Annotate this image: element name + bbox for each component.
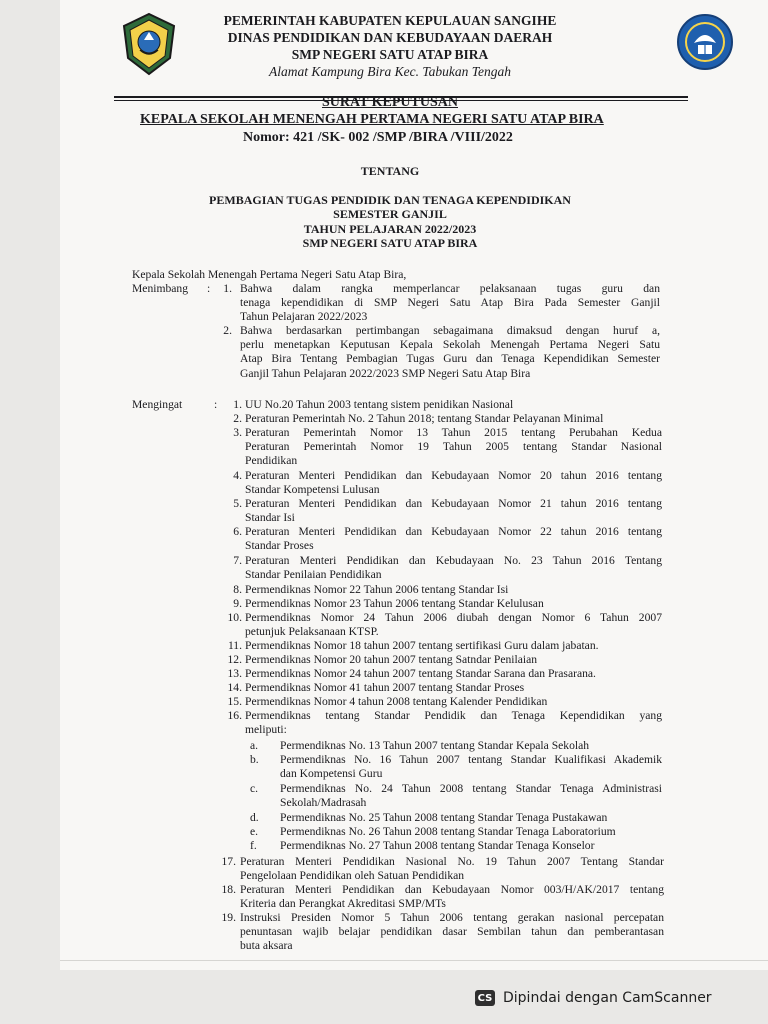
menimbang-text: Bahwa berdasarkan pertimbangan sebagaimana dimaksud dengan huruf a,	[240, 324, 660, 337]
header-address: Alamat Kampung Bira Kec. Tabukan Tengah	[268, 64, 511, 79]
mengingat-number: 12.	[227, 653, 242, 666]
menimbang-colon: :	[207, 282, 211, 295]
mengingat-text: Peraturan Menteri Pendidikan dan Kebudayaan Nomor 003/H/AK/2017 tentang	[240, 883, 664, 896]
mengingat-subitem-text: Permendiknas No. 25 Tahun 2008 tentang Standar Tenaga Pustakawan	[280, 811, 608, 824]
document-type: SURAT KEPUTUSAN	[321, 95, 458, 110]
mengingat-text: penuntasan wajib belajar pendidikan dasar Sembilan tahun dan pemberantasan	[240, 925, 664, 939]
mengingat-number: 7.	[233, 554, 242, 567]
subject-line-4: SMP NEGERI SATU ATAP BIRA	[302, 236, 478, 250]
tut-wuri-handayani-logo-icon	[676, 13, 734, 71]
mengingat-number: 19.	[221, 911, 236, 924]
subject-line-3: TAHUN PELAJARAN 2022/2023	[303, 222, 477, 236]
mengingat-subitem-text: Permendiknas No. 16 Tahun 2007 tentang Standar Kualifikasi Akademik	[280, 753, 662, 766]
mengingat-text: Standar Isi	[245, 511, 295, 525]
mengingat-text: Peraturan Menteri Pendidikan dan Kebudayaan Nomor 22 tahun 2016 tentang	[245, 525, 662, 538]
menimbang-number: 1.	[223, 282, 232, 295]
subject-line-1: PEMBAGIAN TUGAS PENDIDIK DAN TENAGA KEPENDIDIKAN	[209, 193, 571, 207]
mengingat-text: Permendiknas Nomor 24 tahun 2007 tentang Standar Sarana dan Prasarana.	[245, 667, 596, 680]
mengingat-subitem-text: Permendiknas No. 26 Tahun 2008 tentang Standar Tenaga Laboratorium	[280, 825, 616, 838]
mengingat-text: Permendiknas Nomor 23 Tahun 2006 tentang Standar Kelulusan	[245, 597, 544, 610]
camscanner-logo-icon: CS	[475, 990, 495, 1006]
mengingat-text: Standar Penilaian Pendidikan	[245, 568, 382, 582]
menimbang-text: Bahwa dalam rangka memperlancar pelaksanaan tugas guru dan	[240, 282, 660, 295]
mengingat-number: 14.	[227, 681, 242, 694]
menimbang-text: Tahun Pelajaran 2022/2023	[240, 310, 368, 324]
mengingat-text: Peraturan Menteri Pendidikan dan Kebudayaan No. 23 Tahun 2016 Tentang	[245, 554, 662, 567]
mengingat-number: 5.	[233, 497, 242, 510]
mengingat-subitem-letter: e.	[250, 825, 259, 838]
mengingat-text: Permendiknas Nomor 20 tahun 2007 tentang Satndar Penilaian	[245, 653, 538, 666]
mengingat-number: 15.	[227, 695, 242, 708]
mengingat-text: Permendiknas Nomor 22 Tahun 2006 tentang Standar Isi	[245, 583, 509, 596]
mengingat-text: Standar Proses	[245, 539, 314, 553]
mengingat-text: Kriteria dan Perangkat Akreditasi SMP/MTs	[240, 897, 446, 911]
mengingat-number: 10.	[227, 611, 242, 624]
mengingat-text: Peraturan Pemerintah Nomor 13 Tahun 2015 tentang Perubahan Kedua	[245, 426, 662, 439]
mengingat-text: Permendiknas Nomor 41 tahun 2007 tentang Standar Proses	[245, 681, 525, 694]
mengingat-text: Peraturan Menteri Pendidikan dan Kebudayaan Nomor 21 tahun 2016 tentang	[245, 497, 662, 510]
mengingat-number: 9.	[233, 597, 242, 610]
mengingat-subitem-text: Sekolah/Madrasah	[280, 796, 367, 810]
document-page	[60, 0, 768, 970]
menimbang-label: Menimbang	[132, 282, 189, 295]
mengingat-text: Permendiknas tentang Standar Pendidik dan Tenaga Kependidikan yang	[245, 709, 662, 722]
mengingat-subitem-letter: c.	[250, 782, 259, 795]
mengingat-subitem-letter: f.	[250, 839, 257, 852]
camscanner-watermark	[475, 986, 712, 1010]
mengingat-label: Mengingat	[132, 398, 183, 411]
menimbang-text: perlu menetapkan Keputusan Kepala Sekolah Menengah Pertama Negeri Satu	[240, 338, 660, 352]
menimbang-number: 2.	[223, 324, 232, 337]
document-number: Nomor: 421 /SK- 002 /SMP /BIRA /VIII/2022	[243, 130, 513, 145]
mengingat-number: 2.	[233, 412, 242, 425]
camscanner-text: Dipindai dengan CamScanner	[503, 990, 712, 1006]
mengingat-subitem-letter: d.	[250, 811, 259, 824]
mengingat-subitem-text: Permendiknas No. 27 Tahun 2008 tentang Standar Tenaga Konselor	[280, 839, 595, 852]
header-government: PEMERINTAH KABUPATEN KEPULAUAN SANGIHE	[223, 13, 557, 28]
mengingat-text: petunjuk Pelaksanaan KTSP.	[245, 625, 379, 639]
mengingat-subitem-text: dan Kompetensi Guru	[280, 767, 383, 781]
mengingat-text: Instruksi Presiden Nomor 5 Tahun 2006 tentang gerakan nasional percepatan	[240, 911, 664, 924]
tentang-label: TENTANG	[360, 164, 420, 178]
mengingat-number: 3.	[233, 426, 242, 439]
mengingat-text: Permendiknas Nomor 4 tahun 2008 tentang Kalender Pendidikan	[245, 695, 548, 708]
mengingat-subitem-text: Permendiknas No. 13 Tahun 2007 tentang Standar Kepala Sekolah	[280, 739, 590, 752]
mengingat-number: 1.	[233, 398, 242, 411]
mengingat-colon: :	[214, 398, 218, 411]
mengingat-number: 13.	[227, 667, 242, 680]
document-issuer: KEPALA SEKOLAH MENENGAH PERTAMA NEGERI SATU ATAP BIRA	[140, 112, 604, 127]
mengingat-text: Permendiknas Nomor 24 Tahun 2006 diubah dengan Nomor 6 Tahun 2007	[245, 611, 662, 624]
scan-edge	[60, 960, 768, 961]
menimbang-text: Atap Bira Tentang Pembagian Tugas Guru dan Tenaga Kependidikan Semester	[240, 352, 660, 366]
mengingat-number: 8.	[233, 583, 242, 596]
mengingat-text: buta aksara	[240, 939, 293, 953]
intro-text: Kepala Sekolah Menengah Pertama Negeri Satu Atap Bira,	[132, 268, 407, 281]
mengingat-text: meliputi:	[245, 723, 287, 737]
header-school: SMP NEGERI SATU ATAP BIRA	[291, 47, 489, 62]
menimbang-text: tenaga kependidikan di SMP Negeri Satu Atap Bira Pada Semester Ganjil	[240, 296, 660, 310]
mengingat-text: Pengelolaan Pendidikan oleh Satuan Pendidikan	[240, 869, 465, 883]
mengingat-number: 6.	[233, 525, 242, 538]
mengingat-text: Standar Kompetensi Lulusan	[245, 483, 380, 497]
mengingat-number: 11.	[227, 639, 242, 652]
mengingat-subitem-letter: b.	[250, 753, 259, 766]
menimbang-text: Ganjil Tahun Pelajaran 2022/2023 SMP Negeri Satu Atap Bira	[240, 366, 531, 380]
mengingat-number: 16.	[227, 709, 242, 722]
header-department: DINAS PENDIDIKAN DAN KEBUDAYAAN DAERAH	[227, 30, 553, 45]
mengingat-text: Permendiknas Nomor 18 tahun 2007 tentang sertifikasi Guru dalam jabatan.	[245, 639, 599, 652]
mengingat-subitem-text: Permendiknas No. 24 Tahun 2008 tentang Standar Tenaga Administrasi	[280, 782, 662, 795]
mengingat-number: 18.	[221, 883, 236, 896]
mengingat-text: Peraturan Menteri Pendidikan dan Kebudayaan Nomor 20 tahun 2016 tentang	[245, 469, 662, 482]
mengingat-number: 17.	[221, 855, 236, 868]
mengingat-subitem-letter: a.	[250, 739, 259, 752]
mengingat-text: Pendidikan	[245, 454, 298, 468]
subject-line-2: SEMESTER GANJIL	[333, 207, 447, 221]
mengingat-text: Peraturan Pemerintah No. 2 Tahun 2018; tentang Standar Pelayanan Minimal	[245, 412, 604, 425]
mengingat-text: Peraturan Menteri Pendidikan Nasional No. 19 Tahun 2007 Tentang Standar	[240, 855, 664, 868]
mengingat-number: 4.	[233, 469, 242, 482]
mengingat-text: Peraturan Pemerintah Nomor 19 Tahun 2005 tentang Standar Nasional	[245, 440, 662, 454]
mengingat-text: UU No.20 Tahun 2003 tentang sistem penidikan Nasional	[245, 398, 514, 411]
